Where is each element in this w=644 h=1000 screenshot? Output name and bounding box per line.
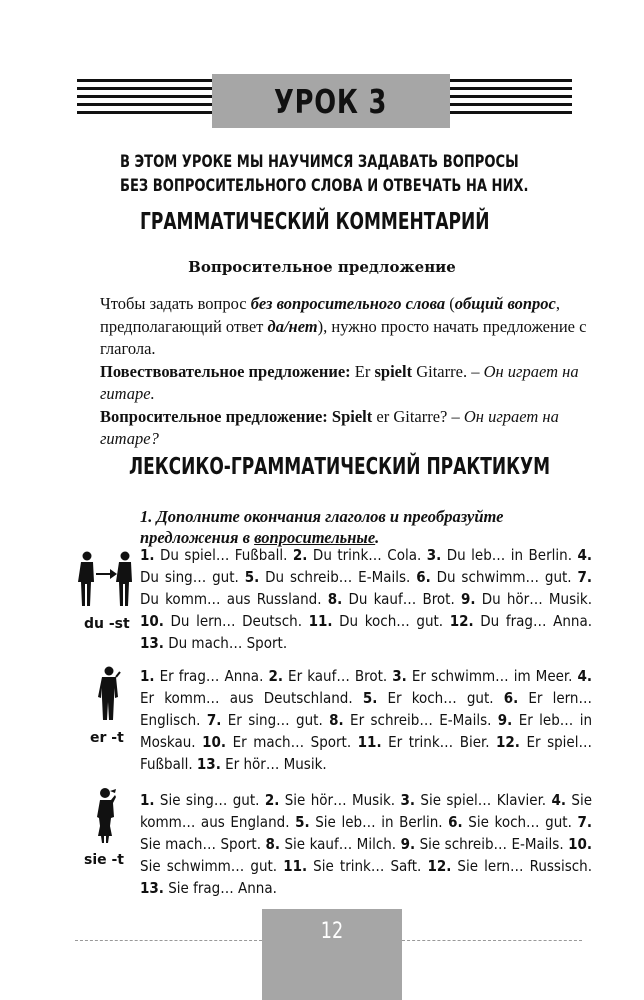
sentence-number: 7. (577, 568, 593, 586)
grammar-section-title: ГРАММАТИЧЕСКИЙ КОММЕНТАРИЙ (140, 209, 490, 235)
text-run: Чтобы задать вопрос (100, 294, 251, 313)
text-run: ( (445, 294, 455, 313)
sentence-number: 13. (140, 879, 164, 897)
exercise-sentence (245, 568, 416, 586)
grammar-text (100, 293, 608, 451)
exercise-sentence (265, 835, 400, 853)
exercise-sentence (400, 791, 551, 809)
sentence-text: Sie schwimm… gut. (140, 857, 284, 875)
sentence-number: 1. (140, 791, 155, 809)
exercise-sentence (427, 857, 592, 875)
exercise-sentence (268, 667, 392, 685)
sentence-number: 11. (283, 857, 308, 875)
exercise-sentence (140, 667, 268, 685)
sentence-number: 4. (551, 791, 566, 809)
sentence-text: Sie schreib… E-Mails. (415, 835, 569, 853)
sentence-text: Er koch… gut. (377, 689, 504, 707)
exercise-sentence (293, 546, 427, 564)
footer-dash-left (75, 940, 262, 941)
text-run: Gitarre. – (412, 361, 484, 381)
lesson-title-box (212, 74, 450, 128)
sentence-text: Sie frag… Anna. (163, 879, 277, 897)
sentence-number: 12. (496, 733, 520, 751)
emphasis: да/нет (267, 316, 318, 336)
emphasis: общий вопрос (454, 294, 556, 313)
sentence-text: Du trink… Cola. (307, 546, 427, 564)
sentence-text: Du sing… gut. (140, 568, 245, 586)
text-run: er Gitarre? – (372, 406, 464, 426)
sentence-number: 12. (449, 612, 474, 630)
sentence-number: 8. (329, 711, 344, 729)
sentence-text: Sie leb… in Berlin. (309, 813, 449, 831)
exercise-sentence (283, 857, 427, 875)
sentence-number: 6. (416, 568, 431, 586)
sentence-number: 7. (577, 813, 592, 831)
lesson-title: УРОК 3 (274, 81, 388, 121)
sentence-number: 5. (362, 689, 378, 707)
sentence-text: Du hör… Musik. (475, 590, 592, 608)
sentence-text: Er spiel… Fußball. (140, 733, 592, 773)
exercise-sentence (295, 813, 448, 831)
translation: Он играет на гитаре. (100, 361, 579, 403)
sentence-text: Du leb… in Berlin. (441, 546, 578, 564)
sentence-number: 8. (265, 835, 280, 853)
sentence-number: 4. (577, 667, 592, 685)
text-run: . (375, 528, 380, 547)
sentence-number: 9. (460, 590, 476, 608)
text-run: , предполагающий ответ (100, 294, 561, 336)
sentence-number: 9. (400, 835, 416, 853)
exercise-sentence (140, 634, 287, 652)
sentence-text: Er mach… Sport. (226, 733, 358, 751)
exercise-sentence (202, 733, 358, 751)
sentence-number: 2. (264, 791, 280, 809)
sentence-number: 3. (392, 667, 407, 685)
sentence-number: 4. (577, 546, 592, 564)
sentence-text: Du frag… Anna. (473, 612, 593, 630)
sentence-number: 12. (427, 857, 452, 875)
exercise-sentence (197, 755, 327, 773)
sentence-number: 7. (206, 711, 222, 729)
exercise-instruction (140, 506, 600, 548)
exercise-sentence (427, 546, 578, 564)
exercise-sentence (329, 711, 498, 729)
emphasis: без вопросительного слова (250, 294, 446, 313)
text-run: Er (350, 361, 375, 381)
sentence-text: Du schreib… E-Mails. (259, 568, 417, 586)
pronoun-du: du -st (84, 616, 130, 632)
two-persons-arrow-icon (78, 550, 134, 608)
sentence-number: 1. (140, 667, 155, 685)
sentence-number: 2. (292, 546, 308, 564)
text-run: 1. Дополните окончания глаголов и преобразуйте предложения в (140, 507, 504, 547)
sentence-number: 10. (568, 835, 593, 853)
sentence-number: 2. (268, 667, 283, 685)
sentence-number: 8. (327, 590, 343, 608)
verb: Spielt (331, 406, 373, 426)
footer-dash-right (402, 940, 582, 941)
sentence-text: Er schwimm… im Meer. (406, 667, 578, 685)
exercise-sentence (358, 733, 496, 751)
exercise-sentence (265, 791, 401, 809)
header-stripes-right (450, 79, 572, 115)
sentence-text: Du lern… Deutsch. (163, 612, 309, 630)
sentence-text: Er leb… in Moskau. (140, 711, 592, 751)
sentence-text: Er schreib… E-Mails. (343, 711, 498, 729)
sentence-text: Sie sing… gut. (154, 791, 265, 809)
question-example (100, 406, 608, 451)
exercise-sentence (140, 791, 265, 809)
exercise-block-du (140, 544, 592, 654)
sentence-text: Er hör… Musik. (220, 755, 327, 773)
grammar-subtitle: Вопросительное предложение (188, 258, 456, 276)
sentence-text: Du komm… aus Russland. (140, 590, 328, 608)
exercise-sentence (416, 568, 577, 586)
sentence-text: Du mach… Sport. (163, 634, 288, 652)
sentence-number: 11. (308, 612, 333, 630)
sentence-text: Er kauf… Brot. (282, 667, 393, 685)
text-run: ), нужно просто начать предложение с глагола. (100, 316, 587, 358)
sentence-number: 10. (140, 612, 164, 630)
sentence-text: Sie trink… Saft. (307, 857, 428, 875)
intro-line-2: БЕЗ ВОПРОСИТЕЛЬНОГО СЛОВА И ОТВЕЧАТЬ НА НИХ. (120, 176, 529, 196)
sentence-text: Du spiel… Fußball. (154, 546, 293, 564)
sentence-number: 13. (196, 755, 221, 773)
underlined-word: вопросительные (254, 528, 376, 547)
sentence-text: Du koch… gut. (332, 612, 450, 630)
practice-section-title: ЛЕКСИКО-ГРАММАТИЧЕСКИЙ ПРАКТИКУМ (129, 454, 551, 480)
sentence-text: Du schwimm… gut. (430, 568, 578, 586)
exercise-sentence (328, 590, 461, 608)
exercise-sentence (392, 667, 577, 685)
sentence-number: 5. (244, 568, 260, 586)
exercise-sentence (140, 879, 277, 897)
sentence-number: 10. (202, 733, 227, 751)
sentence-text: Er komm… aus Deutschland. (140, 689, 363, 707)
exercise-sentence (401, 835, 569, 853)
translation: Он играет на гитаре? (100, 406, 559, 448)
exercise-sentence (450, 612, 592, 630)
example-label: Повествовательное предложение: (100, 361, 351, 381)
sentence-text: Sie lern… Russisch. (451, 857, 592, 875)
exercise-sentence (140, 546, 293, 564)
pronoun-er: er -t (90, 730, 124, 746)
sentence-text: Er sing… gut. (221, 711, 330, 729)
verb: spielt (374, 361, 413, 381)
exercise-sentence (207, 711, 329, 729)
page-number-box (262, 909, 402, 1000)
man-icon (96, 666, 122, 722)
declarative-example (100, 361, 608, 406)
sentence-text: Er frag… Anna. (154, 667, 269, 685)
sentence-number: 1. (140, 546, 155, 564)
sentence-number: 5. (295, 813, 310, 831)
exercise-block-sie (140, 789, 592, 899)
sentence-text: Sie koch… gut. (462, 813, 578, 831)
woman-icon (92, 787, 122, 845)
sentence-number: 11. (357, 733, 382, 751)
sentence-text: Du kauf… Brot. (342, 590, 461, 608)
pronoun-sie: sie -t (84, 852, 125, 868)
exercise-block-er (140, 665, 592, 775)
sentence-text: Sie hör… Musik. (279, 791, 401, 809)
page-number: 12 (320, 919, 344, 944)
grammar-paragraph (100, 293, 608, 361)
sentence-number: 3. (426, 546, 442, 564)
exercise-sentence (461, 590, 592, 608)
sentence-number: 13. (140, 634, 164, 652)
exercise-sentence (363, 689, 504, 707)
sentence-number: 9. (497, 711, 513, 729)
sentence-text: Sie spiel… Klavier. (415, 791, 552, 809)
sentence-text: Er lern… Englisch. (140, 689, 592, 729)
exercise-sentence (448, 813, 577, 831)
sentence-text: Er trink… Bier. (381, 733, 497, 751)
sentence-number: 6. (503, 689, 519, 707)
exercise-sentence (140, 612, 309, 630)
sentence-text: Sie kauf… Milch. (280, 835, 401, 853)
example-label: Вопросительное предложение: (100, 406, 328, 426)
exercise-sentence (309, 612, 450, 630)
intro-line-1: В ЭТОМ УРОКЕ МЫ НАУЧИМСЯ ЗАДАВАТЬ ВОПРОСЫ (120, 152, 519, 172)
sentence-text: Sie komm… aus England. (140, 791, 592, 831)
sentence-number: 3. (400, 791, 415, 809)
sentence-text: Sie mach… Sport. (140, 835, 266, 853)
header-stripes-left (77, 79, 212, 115)
sentence-number: 6. (448, 813, 463, 831)
